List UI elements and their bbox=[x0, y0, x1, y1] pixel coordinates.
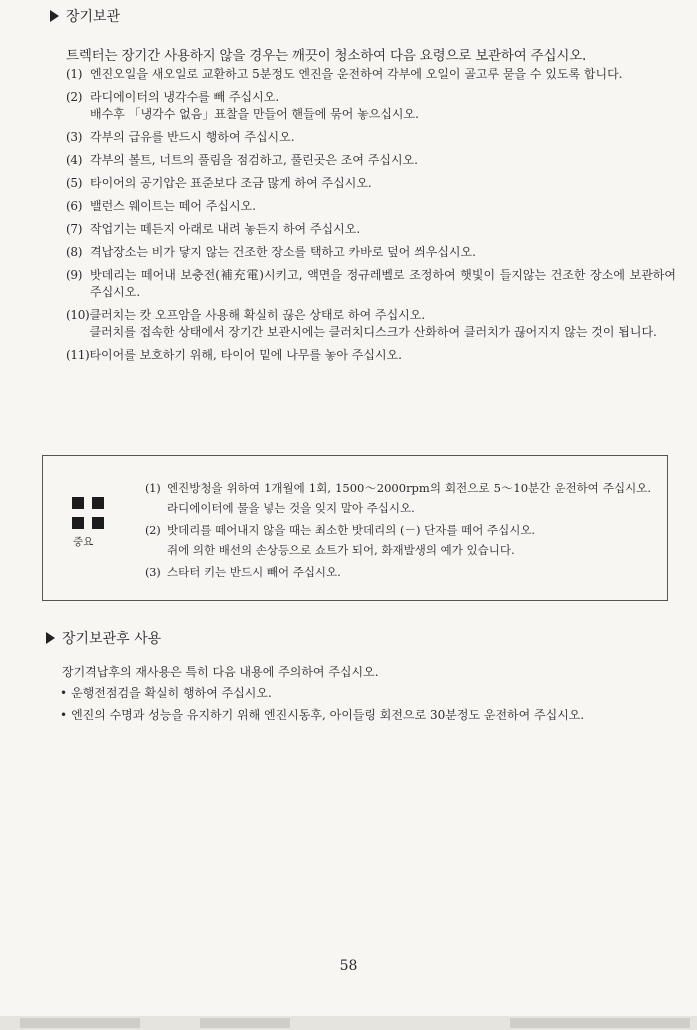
storage-intro: 트렉터는 장기간 사용하지 않을 경우는 깨끗이 청소하여 다음 요령으로 보관하여 주십시오. bbox=[66, 48, 587, 64]
storage-item-number: (9) bbox=[66, 268, 83, 282]
notice-item-number: (1) bbox=[145, 481, 161, 495]
storage-item-number: (2) bbox=[66, 90, 83, 104]
storage-item-number: (6) bbox=[66, 199, 83, 213]
storage-item-number: (7) bbox=[66, 222, 83, 236]
notice-item-text: 엔진방청을 위하여 1개월에 1회, 1500～2000rpm의 회전으로 5～10분간 운전하여 주십시오. 라디에이터에 물을 넣는 것을 잊지 말아 주십시오. bbox=[167, 481, 651, 515]
after-storage-intro: 장기격납후의 재사용은 특히 다음 내용에 주의하여 주십시오. bbox=[62, 665, 379, 679]
storage-item bbox=[66, 152, 676, 169]
section-title-after-storage bbox=[46, 628, 161, 648]
storage-item bbox=[66, 89, 676, 123]
triangle-bullet-icon bbox=[50, 10, 59, 22]
storage-item-number: (11) bbox=[66, 348, 90, 362]
storage-item-number: (5) bbox=[66, 176, 83, 190]
notice-item-text: 밧데리를 떼어내지 않을 때는 최소한 밧데리의 (－) 단자를 떼어 주십시오. bbox=[167, 523, 536, 537]
storage-item-subtext: 클러치를 접속한 상태에서 장기간 보관시에는 클러치디스크가 산화하여 클러치가 끊어지지 않는 것이 됩니다. bbox=[89, 325, 657, 339]
storage-item-text: 밧데리는 떼어내 보충전(補充電)시키고, 액면을 정규레벨로 조정하여 햇빛이 들지않는 건조한 장소에 보관하여 주십시오. bbox=[90, 268, 676, 299]
notice-label: 중요 bbox=[73, 536, 94, 548]
notice-list bbox=[145, 478, 651, 584]
storage-item bbox=[66, 175, 676, 192]
storage-item-text: 클러치는 캇 오프암을 사용해 확실히 끊은 상태로 하여 주십시오. bbox=[89, 308, 426, 322]
storage-item-text: 밸런스 웨이트는 떼어 주십시오. bbox=[90, 199, 256, 213]
storage-item-number: (4) bbox=[66, 153, 83, 167]
bullet-item: • 엔진의 수명과 성능을 유지하기 위해 엔진시동후, 아이들링 회전으로 30분정도 운전하여 주십시오. bbox=[60, 706, 584, 724]
storage-item-text: 타이어의 공기압은 표준보다 조금 많게 하여 주십시오. bbox=[90, 176, 372, 190]
section-title-text: 장기보관후 사용 bbox=[62, 631, 162, 647]
section-title-text: 장기보관 bbox=[66, 9, 121, 25]
storage-item bbox=[66, 244, 676, 261]
storage-item-text: 각부의 급유를 반드시 행하여 주십시오. bbox=[90, 130, 295, 144]
storage-item bbox=[66, 221, 676, 238]
storage-item bbox=[66, 347, 676, 364]
storage-steps-list bbox=[66, 66, 676, 370]
notice-item-text: 스타터 키는 반드시 빼어 주십시오. bbox=[167, 565, 341, 579]
section-title-storage bbox=[50, 6, 120, 26]
triangle-bullet-icon bbox=[46, 632, 55, 644]
storage-item bbox=[66, 307, 676, 341]
storage-item-number: (3) bbox=[66, 130, 83, 144]
storage-item-text: 엔진오일을 새오일로 교환하고 5분정도 엔진을 운전하여 각부에 오일이 골고루 묻을 수 있도록 합니다. bbox=[90, 67, 623, 81]
page-number: 58 bbox=[339, 958, 358, 974]
warning-cross-icon bbox=[72, 497, 104, 529]
storage-item-subtext: 배수후 「냉각수 없음」표찰을 만들어 핸들에 묶어 놓으십시오. bbox=[90, 107, 419, 121]
storage-item bbox=[66, 129, 676, 146]
notice-item bbox=[145, 478, 651, 518]
notice-item-number: (2) bbox=[145, 523, 161, 537]
storage-item-number: (1) bbox=[66, 67, 83, 81]
notice-item-number: (3) bbox=[145, 565, 161, 579]
storage-item-text: 격납장소는 비가 닿지 않는 건조한 장소를 택하고 카바로 덮어 씌우십시오. bbox=[90, 245, 476, 259]
storage-item-number: (10) bbox=[66, 308, 90, 322]
storage-item-text: 라디에이터의 냉각수를 빼 주십시오. bbox=[90, 90, 280, 104]
notice-item bbox=[145, 520, 651, 560]
notice-item bbox=[145, 562, 651, 582]
after-storage-bullets bbox=[60, 684, 584, 728]
storage-item bbox=[66, 198, 676, 215]
storage-item-number: (8) bbox=[66, 245, 83, 259]
storage-item-text: 작업기는 떼든지 아래로 내려 놓든지 하여 주십시오. bbox=[90, 222, 361, 236]
important-notice-box bbox=[42, 455, 668, 601]
notice-item-subtext: 쥐에 의한 배선의 손상등으로 쇼트가 되어, 화재발생의 예가 있습니다. bbox=[167, 543, 515, 557]
storage-item-text: 타이어를 보호하기 위해, 타이어 밑에 나무를 놓아 주십시오. bbox=[89, 348, 402, 362]
storage-item bbox=[66, 66, 676, 83]
storage-item bbox=[66, 267, 676, 301]
storage-item-text: 각부의 볼트, 너트의 풀림을 점검하고, 풀린곳은 조여 주십시오. bbox=[90, 153, 418, 167]
scan-artifact-strip bbox=[0, 1008, 697, 1030]
bullet-item: • 운행전점검을 확실히 행하여 주십시오. bbox=[60, 684, 584, 702]
